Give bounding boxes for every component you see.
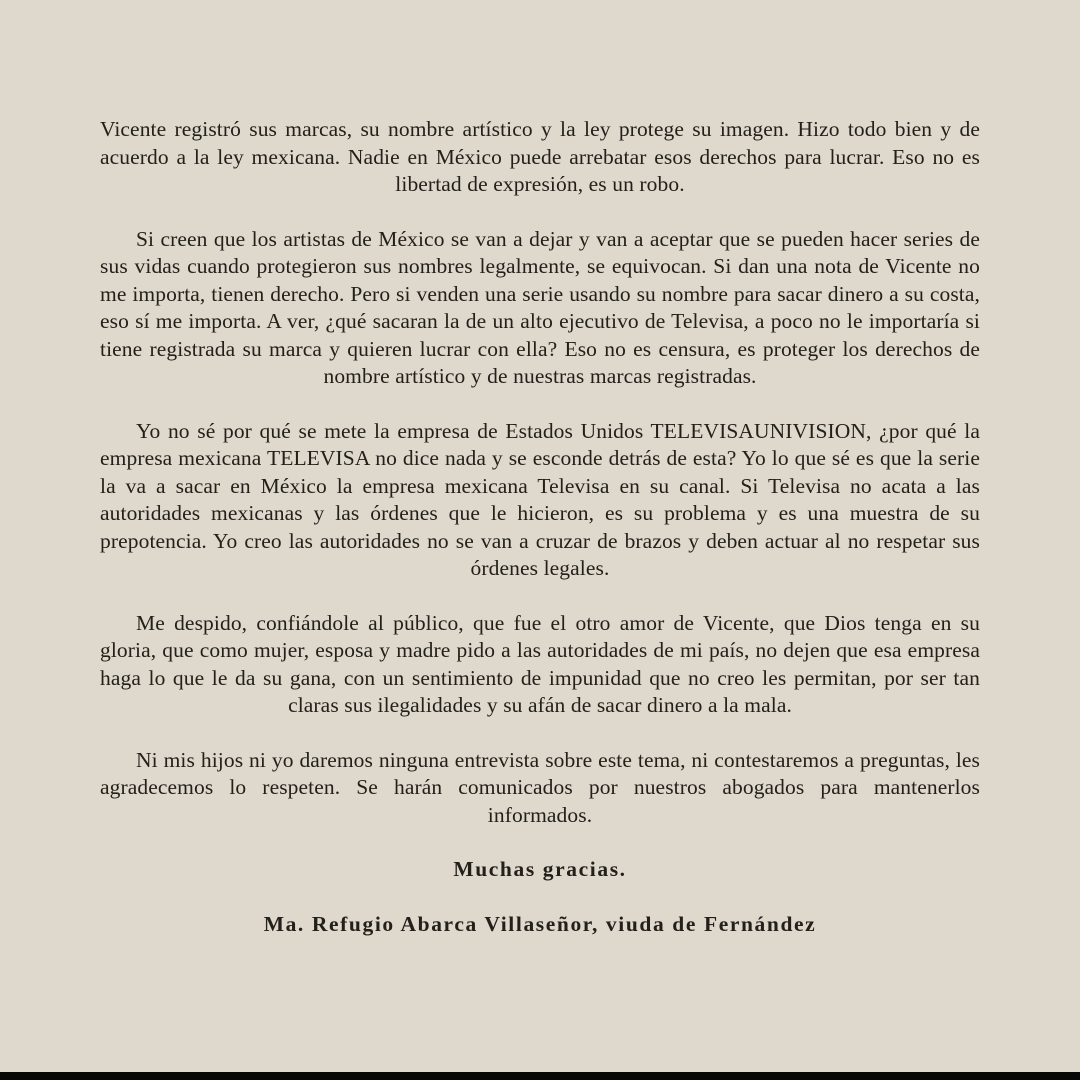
statement-paragraph: Ni mis hijos ni yo daremos ninguna entrevista sobre este tema, ni contestaremos a preguntas, les agradecemos lo respeten. Se harán comunicados por nuestros abogados para mantenerlos informados. — [100, 747, 980, 827]
statement-paragraph: Si creen que los artistas de México se van a dejar y van a aceptar que se pueden hacer series de sus vidas cuando protegieron sus nombres legalmente, se equivocan. Si dan una nota de Vicente no me importa, tienen derecho. Pero si venden una serie usando su nombre para sacar dinero a su costa, eso sí me importa. A ver, ¿qué sacaran la de un alto ejecutivo de Televisa, a poco no le importaría si tiene registrada su marca y quieren lucrar con ella? Eso no es censura, es proteger los derechos de nombre artístico y de nuestras marcas registradas. — [100, 226, 980, 388]
statement-paragraph: Yo no sé por qué se mete la empresa de Estados Unidos TELEVISAUNIVISION, ¿por qué la empresa mexicana TELEVISA no dice nada y se esconde detrás de esta? Yo lo que sé es que la serie la va a sacar en México la empresa mexicana Televisa en su canal. Si Televisa no acata a las autoridades mexicanas y las órdenes que le hicieron, es su problema y es una muestra de su prepotencia. Yo creo las autoridades no se van a cruzar de brazos y deben actuar al no respetar sus órdenes legales. — [100, 418, 980, 580]
statement-paragraph: Me despido, confiándole al público, que fue el otro amor de Vicente, que Dios tenga en su gloria, que como mujer, esposa y madre pido a las autoridades de mi país, no dejen que esa empresa haga lo que le da su gana, con un sentimiento de impunidad que no creo les permitan, por ser tan claras sus ilegalidades y su afán de sacar dinero a la mala. — [100, 610, 980, 717]
signature-line: Ma. Refugio Abarca Villaseñor, viuda de Fernández — [263, 911, 817, 936]
statement-paragraph: Vicente registró sus marcas, su nombre artístico y la ley protege su imagen. Hizo todo bien y de acuerdo a la ley mexicana. Nadie en México puede arrebatar esos derechos para lucrar. Eso no es libertad de expresión, es un robo. — [100, 117, 980, 196]
letterbox-bar — [0, 1072, 1080, 1080]
closing-line: Muchas gracias. — [453, 857, 627, 881]
